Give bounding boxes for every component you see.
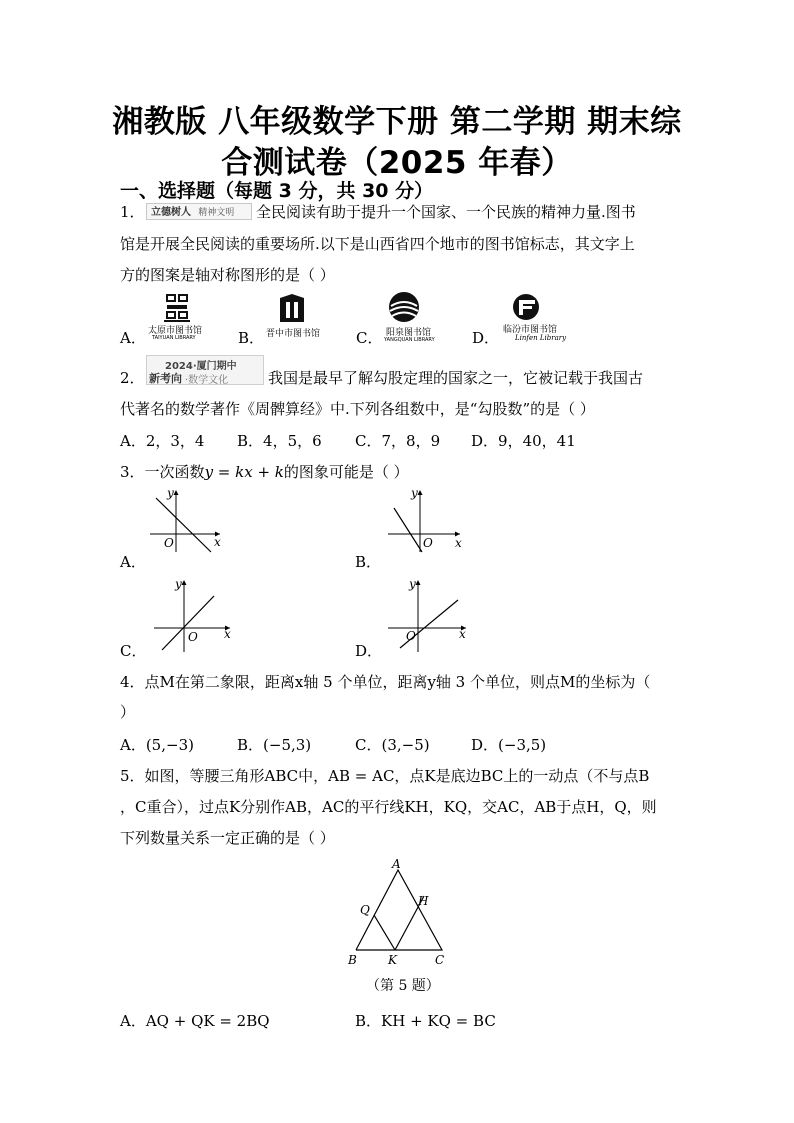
q1-logo-c-text: 阳泉图书馆 (386, 328, 432, 338)
q2-line-1: 我国是最早了解勾股定理的国家之一，它被记载于我国古 (268, 369, 644, 387)
section-heading: 一、选择题（每题 3 分，共 30 分） (120, 180, 434, 202)
q3-c-origin: O (188, 630, 198, 644)
q5-label-a: A (392, 857, 401, 871)
q3-c-y-label: y (175, 577, 182, 591)
q3-a-x-label: x (214, 535, 221, 549)
q2-stamp-left: 新考向 (149, 372, 182, 385)
q3-a-origin: O (164, 536, 174, 550)
q5-label-h: H (418, 894, 429, 908)
q3-formula: y = kx + k (204, 463, 284, 481)
q2-option-d: D．9，40，41 (471, 432, 576, 450)
q1-option-a-logo (146, 292, 210, 346)
q1-line-2: 馆是开展全民阅读的重要场所.以下是山西省四个地市的图书馆标志，其文字上 (120, 235, 635, 253)
q5-option-a: A．AQ + QK = 2BQ (120, 1012, 270, 1030)
q3-graph-b (378, 486, 468, 560)
q4-option-c: C．(3,−5) (355, 736, 430, 754)
q3-graph-c-axes (148, 576, 238, 654)
q1-logo-d-sub: Linfen Library (515, 334, 567, 342)
q5-line-3: 下列数量关系一定正确的是（ ） (120, 829, 335, 847)
q1-watermark-stamp (146, 203, 252, 220)
q3-b-y-label: y (411, 486, 418, 500)
q4-option-d: D．(−3,5) (471, 736, 547, 754)
q1-number: 1． (120, 203, 145, 221)
q1-option-d-logo (497, 292, 567, 346)
q5-label-c: C (435, 953, 445, 967)
q3-graph-c (148, 576, 238, 658)
title-line-1: 湘教版 八年级数学下册 第二学期 期末综 (112, 104, 682, 140)
q1-option-c-letter: C． (356, 329, 383, 347)
q1-option-a-letter: A． (120, 329, 146, 347)
q1-option-b-logo (262, 292, 322, 346)
q1-logo-b-text: 晋中市图书馆 (266, 329, 321, 339)
q2-watermark-stamp (146, 355, 264, 385)
q5-line-2: ，C重合），过点K分别作AB，AC的平行线KH，KQ，交AC，AB于点H，Q，则 (120, 798, 657, 816)
q1-stamp-a: 立德树人 (151, 207, 191, 218)
q4-line-2: ） (120, 703, 136, 721)
q4-line-1: 4．点M在第二象限，距离x轴 5 个单位，距离y轴 3 个单位，则点M的坐标为（ (120, 673, 651, 691)
q3-graph-a (140, 486, 230, 560)
q1-logo-a-text: 太原市图书馆 (148, 326, 203, 336)
q2-stamp-right: ·数学文化 (185, 375, 229, 386)
q3-question (120, 462, 409, 482)
q3-d-y-label: y (409, 577, 416, 591)
q1-line-3: 方的图案是轴对称图形的是（ ） (120, 266, 335, 284)
q2-line-2: 代著名的数学著作《周髀算经》中.下列各组数中，是“勾股数”的是（ ） (120, 400, 595, 418)
q3-c-x-label: x (224, 627, 231, 641)
q3-text-b: 的图象可能是（ ） (283, 463, 409, 481)
q2-stamp-top: 2024·厦门期中 (165, 361, 237, 372)
q1-stamp-b: 精神文明 (198, 208, 235, 218)
q4-option-b: B．(−5,3) (237, 736, 312, 754)
q5-label-q: Q (360, 903, 370, 917)
q1-logo-c-sub: YANGQUAN LIBRARY (384, 337, 435, 343)
q1-line-1: 全民阅读有助于提升一个国家、一个民族的精神力量.图书 (256, 203, 636, 221)
title-line-2: 合测试卷（2025 年春） (221, 145, 573, 181)
q3-option-a-letter: A． (120, 553, 146, 571)
q3-graph-b-axes (378, 486, 468, 556)
q3-a-y-label: y (167, 486, 174, 500)
q1-option-d-letter: D． (472, 329, 500, 347)
q2-number: 2． (120, 369, 145, 387)
q1-logo-d-text: 临汾市图书馆 (503, 325, 558, 335)
q3-graph-d-axes (382, 576, 472, 654)
q5-line-1: 5．如图，等腰三角形ABC中，AB = AC，点K是底边BC上的一动点（不与点B (120, 767, 650, 785)
q2-option-a: A．2，3，4 (120, 432, 205, 450)
q3-text-a: 一次函数 (144, 463, 205, 481)
q3-graph-a-axes (140, 486, 230, 556)
q1-option-c-logo (378, 290, 442, 346)
q3-option-b-letter: B． (355, 553, 382, 571)
q3-b-origin: O (423, 536, 433, 550)
q5-caption: （第 5 题） (366, 978, 440, 994)
q5-figure (340, 852, 460, 974)
q5-label-b: B (348, 953, 357, 967)
q3-option-d-letter: D． (355, 642, 383, 660)
q3-d-origin: O (406, 629, 416, 643)
q4-option-a: A．(5,−3) (120, 736, 194, 754)
q2-option-b: B．4，5，6 (237, 432, 322, 450)
q3-number: 3． (120, 463, 145, 481)
q2-option-c: C．7，8，9 (355, 432, 441, 450)
q1-option-b-letter: B． (238, 329, 265, 347)
q5-option-b: B．KH + KQ = BC (355, 1012, 496, 1030)
q5-label-k: K (388, 953, 397, 967)
q3-d-x-label: x (459, 627, 466, 641)
q3-b-x-label: x (455, 536, 462, 550)
q1-logo-a-sub: TAIYUAN LIBRARY (152, 335, 196, 341)
q3-option-c-letter: C． (120, 642, 147, 660)
q5-triangle-diagram (340, 852, 460, 970)
q3-graph-d (382, 576, 472, 658)
